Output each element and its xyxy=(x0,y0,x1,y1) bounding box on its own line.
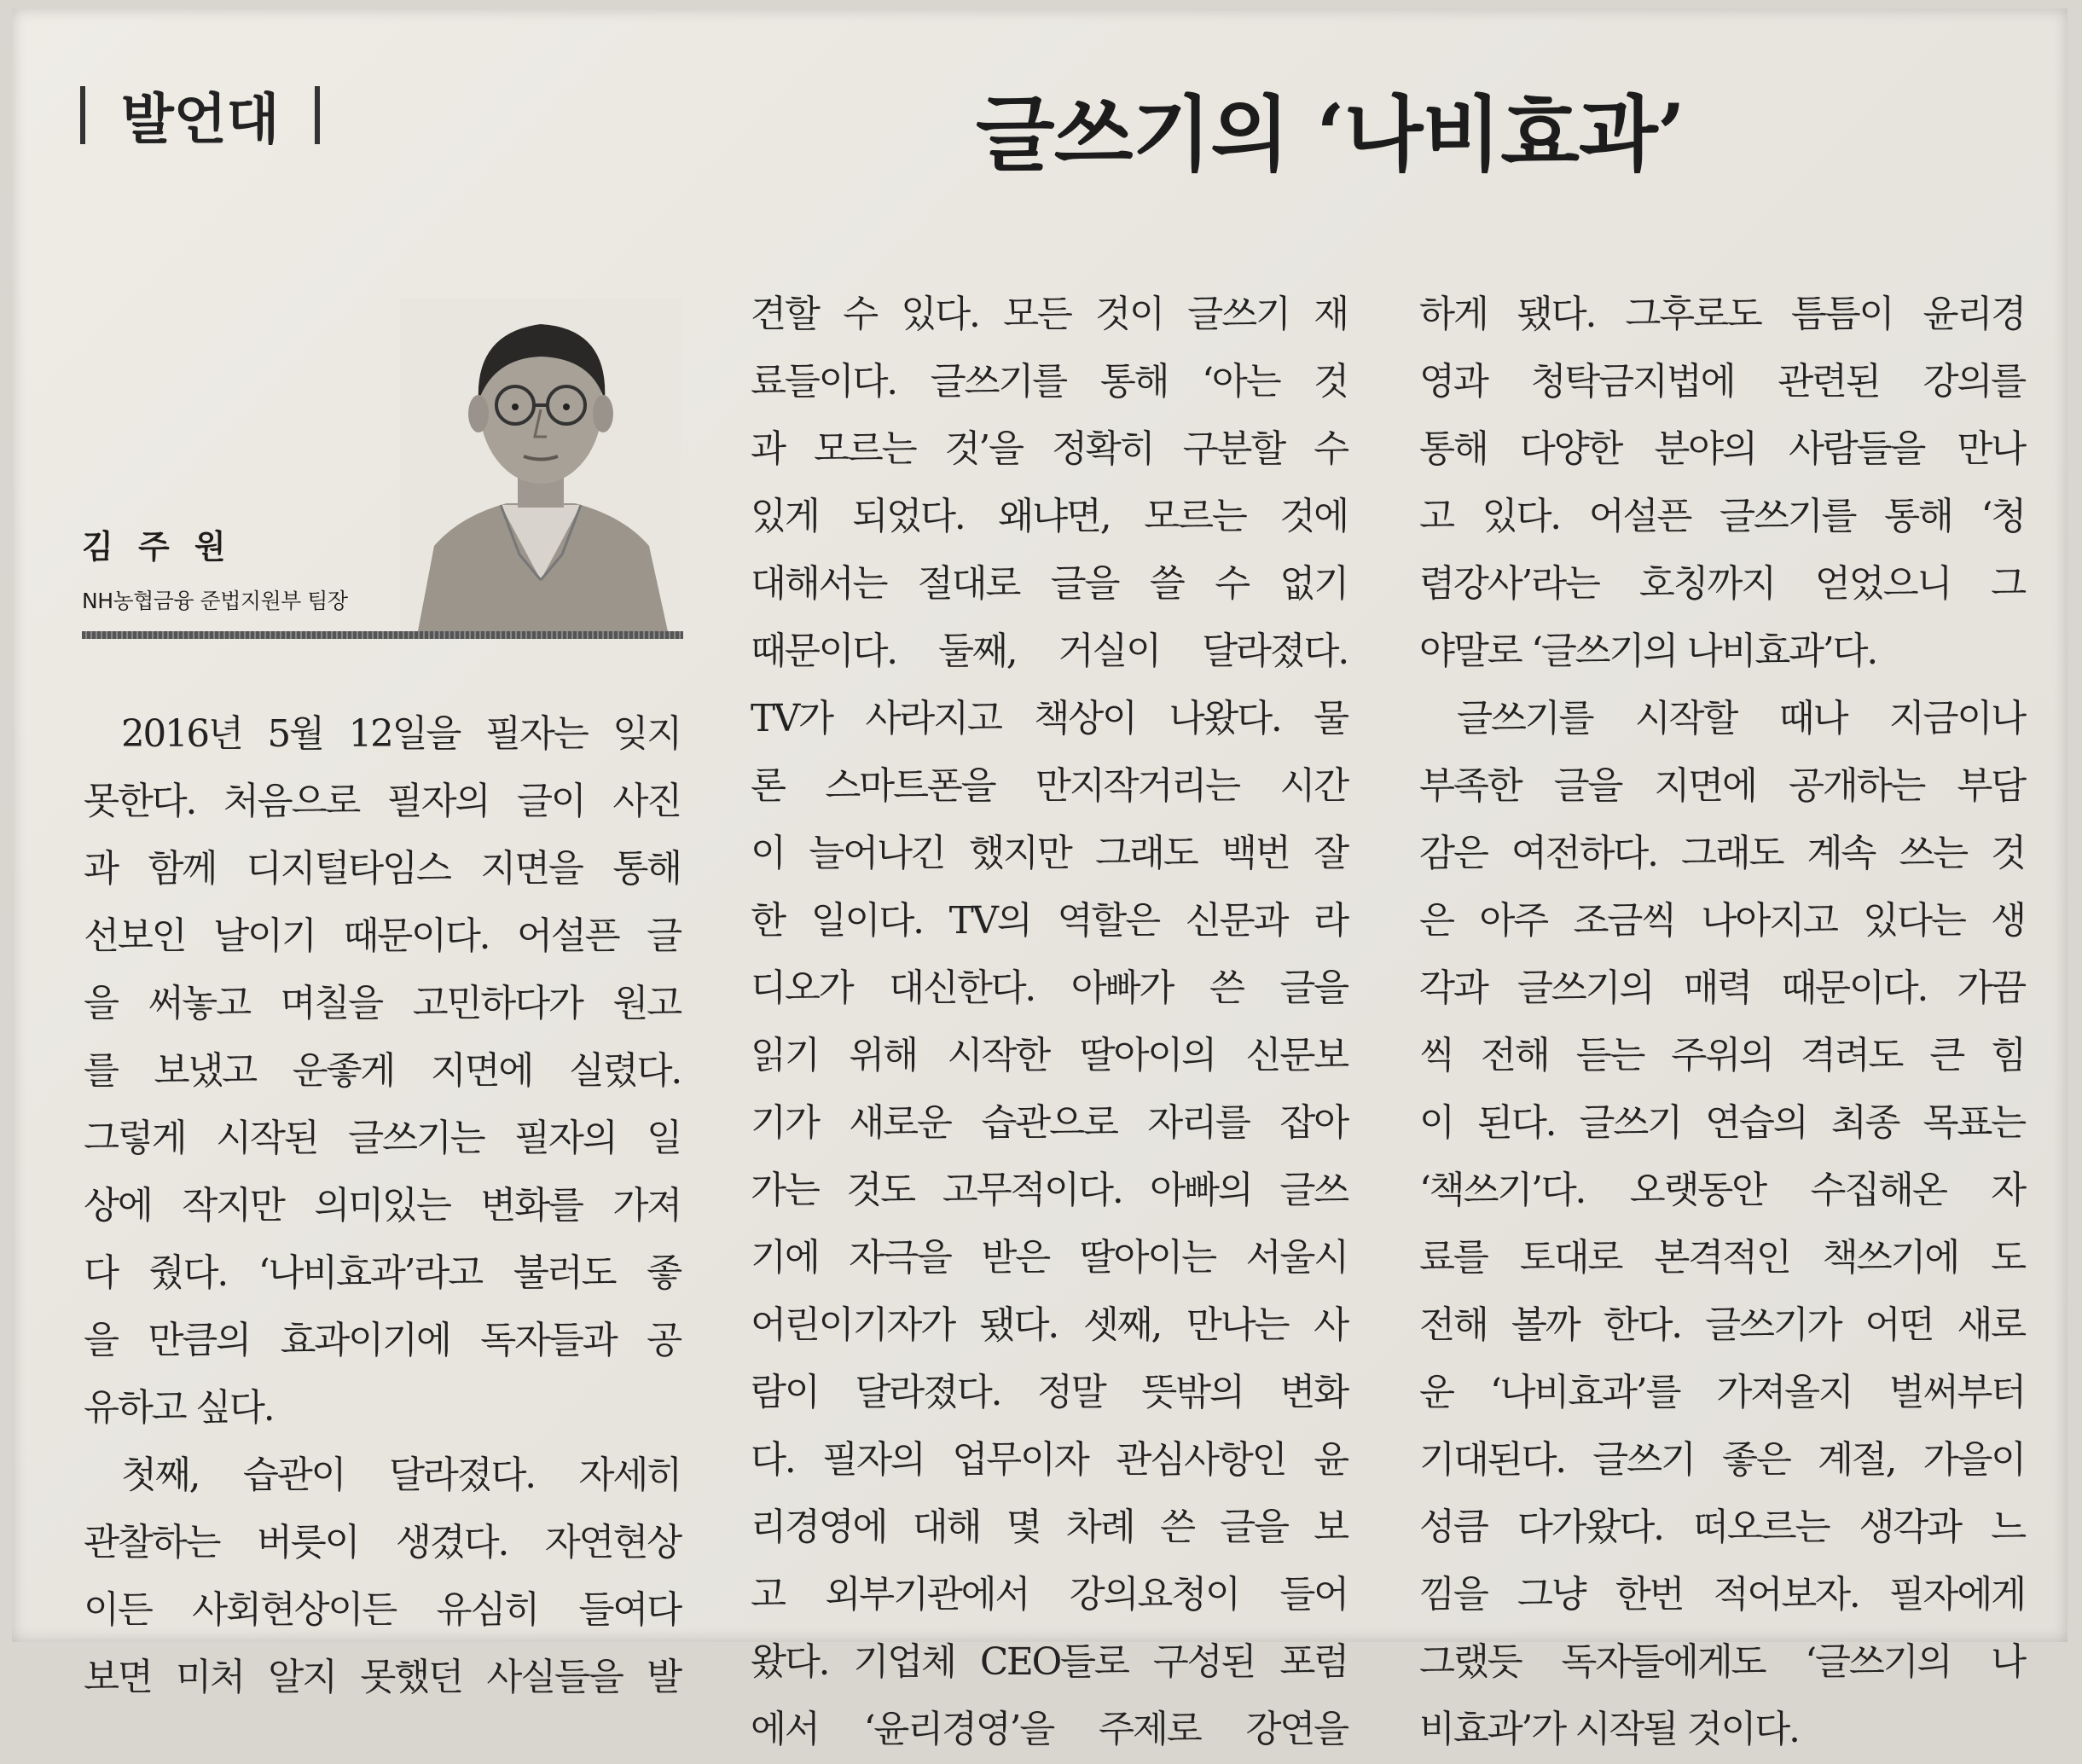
text-line: 영과 청탁금지법에 관련된 강의를 xyxy=(1419,361,2025,403)
text-line: 은 아주 조금씩 나아지고 있다는 생 xyxy=(1419,900,2025,943)
text-line: TV가 사라지고 책상이 나왔다. 물 xyxy=(751,698,1348,740)
text-line: 관찰하는 버릇이 생겼다. 자연현상 xyxy=(84,1522,681,1564)
column-kicker xyxy=(80,77,320,154)
text-line: 료를 토대로 본격적인 책쓰기에 도 xyxy=(1419,1237,2025,1279)
text-line: 렴강사’라는 호칭까지 얻었으니 그 xyxy=(1419,563,2025,606)
text-line: 상에 작지만 의미있는 변화를 가져 xyxy=(84,1185,681,1227)
article-column-1 xyxy=(84,701,681,1712)
text-line: 읽기 위해 시작한 딸아이의 신문보 xyxy=(751,1035,1348,1077)
text-line: 리경영에 대해 몇 차례 쓴 글을 보 xyxy=(751,1506,1348,1549)
text-line: 야말로 ‘글쓰기의 나비효과’다. xyxy=(1419,630,1876,673)
text-line: 기대된다. 글쓰기 좋은 계절, 가을이 xyxy=(1419,1439,2025,1482)
text-line: 람이 달라졌다. 정말 뜻밖의 변화 xyxy=(751,1372,1348,1414)
text-line: 과 함께 디지털타임스 지면을 통해 xyxy=(84,848,681,891)
text-line: 고 외부기관에서 강의요청이 들어 xyxy=(751,1574,1348,1616)
article-column-2 xyxy=(751,281,1348,1764)
text-line: 료들이다. 글쓰기를 통해 ‘아는 것 xyxy=(751,361,1348,403)
text-line: ‘책쓰기’다. 오랫동안 수집해온 자 xyxy=(1419,1169,2025,1212)
text-line: 고 있다. 어설픈 글쓰기를 통해 ‘청 xyxy=(1419,496,2025,538)
text-line: 가는 것도 고무적이다. 아빠의 글쓰 xyxy=(751,1169,1348,1212)
text-line: 과 모르는 것’을 정확히 구분할 수 xyxy=(751,428,1348,471)
newspaper-clipping xyxy=(12,9,2068,1751)
text-line: 보면 미처 알지 못했던 사실들을 발 xyxy=(84,1657,681,1699)
text-line: 못한다. 처음으로 필자의 글이 사진 xyxy=(84,780,681,823)
text-line: 이 늘어나긴 했지만 그래도 백번 잘 xyxy=(751,833,1348,875)
author-photo xyxy=(400,299,681,635)
author-title: NH농협금융 준법지원부 팀장 xyxy=(82,589,348,613)
text-line: 을 만큼의 효과이기에 독자들과 공 xyxy=(84,1320,681,1362)
text-line: 왔다. 기업체 CEO들로 구성된 포럼 xyxy=(751,1641,1348,1684)
kicker-label: 발언대 xyxy=(121,89,280,152)
byline-divider xyxy=(82,631,683,639)
text-line: 론 스마트폰을 만지작거리는 시간 xyxy=(751,765,1348,808)
text-line: 2016년 5월 12일을 필자는 잊지 xyxy=(121,713,681,756)
text-line: 한 일이다. TV의 역할은 신문과 라 xyxy=(751,900,1348,943)
text-line: 비효과’가 시작될 것이다. xyxy=(1419,1709,1799,1751)
text-line: 유하고 싶다. xyxy=(84,1387,274,1430)
text-line: 전해 볼까 한다. 글쓰기가 어떤 새로 xyxy=(1419,1304,2025,1347)
author-byline xyxy=(82,520,348,615)
text-line: 때문이다. 둘째, 거실이 달라졌다. xyxy=(751,630,1348,673)
text-line: 에서 ‘윤리경영’을 주제로 강연을 xyxy=(751,1709,1348,1751)
kicker-left-bar xyxy=(80,86,85,144)
text-line: 기가 새로운 습관으로 자리를 잡아 xyxy=(751,1102,1348,1145)
text-line: 이든 사회현상이든 유심히 들여다 xyxy=(84,1589,681,1632)
article-headline: 글쓰기의 ‘나비효과’ xyxy=(976,86,1685,183)
text-line: 성큼 다가왔다. 떠오르는 생각과 느 xyxy=(1419,1506,2025,1549)
text-line: 그랬듯 독자들에게도 ‘글쓰기의 나 xyxy=(1419,1641,2025,1684)
text-line: 통해 다양한 분야의 사람들을 만나 xyxy=(1419,428,2025,471)
kicker-right-bar xyxy=(315,86,320,144)
text-line: 각과 글쓰기의 매력 때문이다. 가끔 xyxy=(1419,967,2025,1010)
text-line: 견할 수 있다. 모든 것이 글쓰기 재 xyxy=(751,293,1348,336)
text-line: 선보인 날이기 때문이다. 어설픈 글 xyxy=(84,915,681,958)
text-line: 첫째, 습관이 달라졌다. 자세히 xyxy=(121,1454,681,1497)
text-line: 운 ‘나비효과’를 가져올지 벌써부터 xyxy=(1419,1372,2025,1414)
text-line: 기에 자극을 받은 딸아이는 서울시 xyxy=(751,1237,1348,1279)
author-name: 김 주 원 xyxy=(82,528,233,566)
text-line: 있게 되었다. 왜냐면, 모르는 것에 xyxy=(751,496,1348,538)
article-column-3 xyxy=(1419,281,2025,1764)
text-line: 낌을 그냥 한번 적어보자. 필자에게 xyxy=(1419,1574,2025,1616)
text-line: 대해서는 절대로 글을 쓸 수 없기 xyxy=(751,563,1348,606)
text-line: 디오가 대신한다. 아빠가 쓴 글을 xyxy=(751,967,1348,1010)
text-line: 부족한 글을 지면에 공개하는 부담 xyxy=(1419,765,2025,808)
text-line: 그렇게 시작된 글쓰기는 필자의 일 xyxy=(84,1117,681,1160)
text-line: 를 보냈고 운좋게 지면에 실렸다. xyxy=(84,1050,681,1093)
text-line: 어린이기자가 됐다. 셋째, 만나는 사 xyxy=(751,1304,1348,1347)
text-line: 다. 필자의 업무이자 관심사항인 윤 xyxy=(751,1439,1348,1482)
text-line: 글쓰기를 시작할 때나 지금이나 xyxy=(1457,698,2025,740)
text-line: 을 써놓고 며칠을 고민하다가 원고 xyxy=(84,983,681,1025)
text-line: 다 줬다. ‘나비효과’라고 불러도 좋 xyxy=(84,1252,681,1295)
text-line: 감은 여전하다. 그래도 계속 쓰는 것 xyxy=(1419,833,2025,875)
text-line: 하게 됐다. 그후로도 틈틈이 윤리경 xyxy=(1419,293,2025,336)
text-line: 이 된다. 글쓰기 연습의 최종 목표는 xyxy=(1419,1102,2025,1145)
text-line: 씩 전해 듣는 주위의 격려도 큰 힘 xyxy=(1419,1035,2025,1077)
